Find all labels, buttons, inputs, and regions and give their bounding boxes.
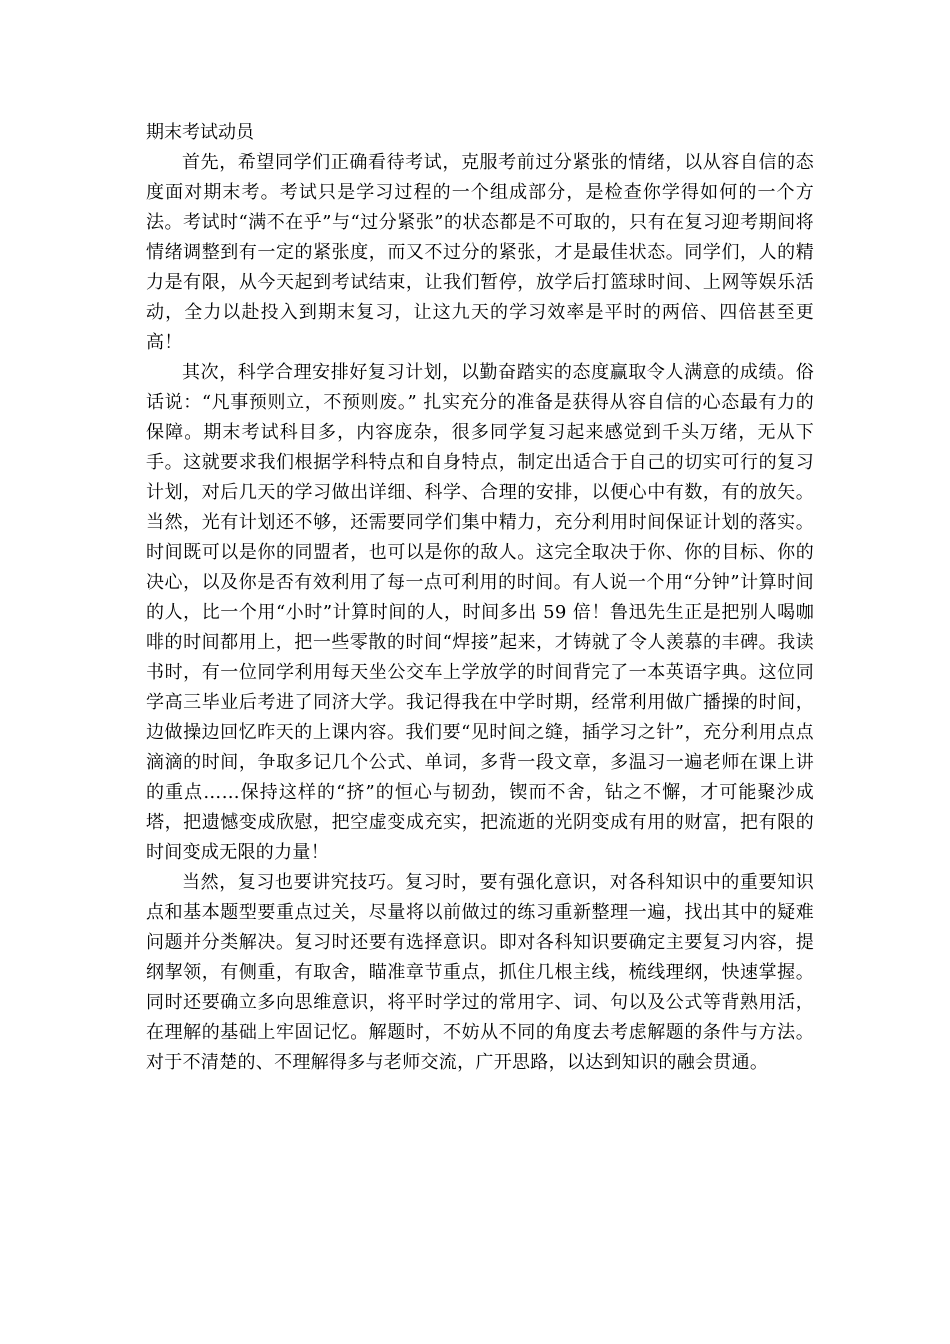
paragraph-review-skills: 当然，复习也要讲究技巧。复习时，要有强化意识，对各科知识中的重要知识点和基本题型要重点过关，尽量将以前做过的练习重新整理一遍，找出其中的疑难问题并分类解决。复习时还要有选择意识。即对各科知识要确定主要复习内容，提纲挈领，有侧重，有取舍，瞄准章节重点，抓住几根主线，梳线理纲，快速掌握。同时还要确立多向思维意识，将平时学过的常用字、词、句以及公式等背熟用活，在理解的基础上牢固记忆。解题时，不妨从不同的角度去考虑解题的条件与方法。对于不清楚的、不理解得多与老师交流，广开思路，以达到知识的融会贯通。 <box>146 872 814 1073</box>
document-body <box>146 118 814 1078</box>
document-title: 期末考试动员 <box>146 122 254 143</box>
paragraph-exam-attitude: 首先，希望同学们正确看待考试，克服考前过分紧张的情绪，以从容自信的态度面对期末考。考试只是学习过程的一个组成部分，是检查你学得如何的一个方法。考试时“满不在乎”与“过分紧张”的状态都是不可取的，只有在复习迎考期间将情绪调整到有一定的紧张度，而又不过分的紧张，才是最佳状态。同学们，人的精力是有限，从今天起到考试结束，让我们暂停，放学后打篮球时间、上网等娱乐活动，全力以赴投入到期末复习，让这九天的学习效率是平时的两倍、四倍甚至更高！ <box>146 152 814 353</box>
paragraph-review-plan: 其次，科学合理安排好复习计划，以勤奋踏实的态度赢取令人满意的成绩。俗话说：“凡事预则立，不预则废。” 扎实充分的准备是获得从容自信的心态最有力的保障。期末考试科目多，内容庞杂，很多同学复习起来感觉到千头万绪，无从下手。这就要求我们根据学科特点和自身特点，制定出适合于自己的切实可行的复习计划，对后几天的学习做出详细、科学、合理的安排，以便心中有数，有的放矢。当然，光有计划还不够，还需要同学们集中精力，充分利用时间保证计划的落实。时间既可以是你的同盟者，也可以是你的敌人。这完全取决于你、你的目标、你的决心，以及你是否有效利用了每一点可利用的时间。有人说一个用“分钟”计算时间的人，比一个用“小时”计算时间的人，时间多出 59 倍！鲁迅先生正是把别人喝咖啡的时间都用上，把一些零散的时间“焊接”起来，才铸就了令人羡慕的丰碑。我读书时，有一位同学利用每天坐公交车上学放学的时间背完了一本英语字典。这位同学高三毕业后考进了同济大学。我记得我在中学时期，经常利用做广播操的时间，边做操边回忆昨天的上课内容。我们要“见时间之缝，插学习之针”，充分利用点点滴滴的时间，争取多记几个公式、单词，多背一段文章，多温习一遍老师在课上讲的重点……保持这样的“挤”的恒心与韧劲，锲而不舍，钻之不懈，才可能聚沙成塔，把遗憾变成欣慰，把空虚变成充实，把流逝的光阴变成有用的财富，把有限的时间变成无限的力量！ <box>146 362 814 863</box>
